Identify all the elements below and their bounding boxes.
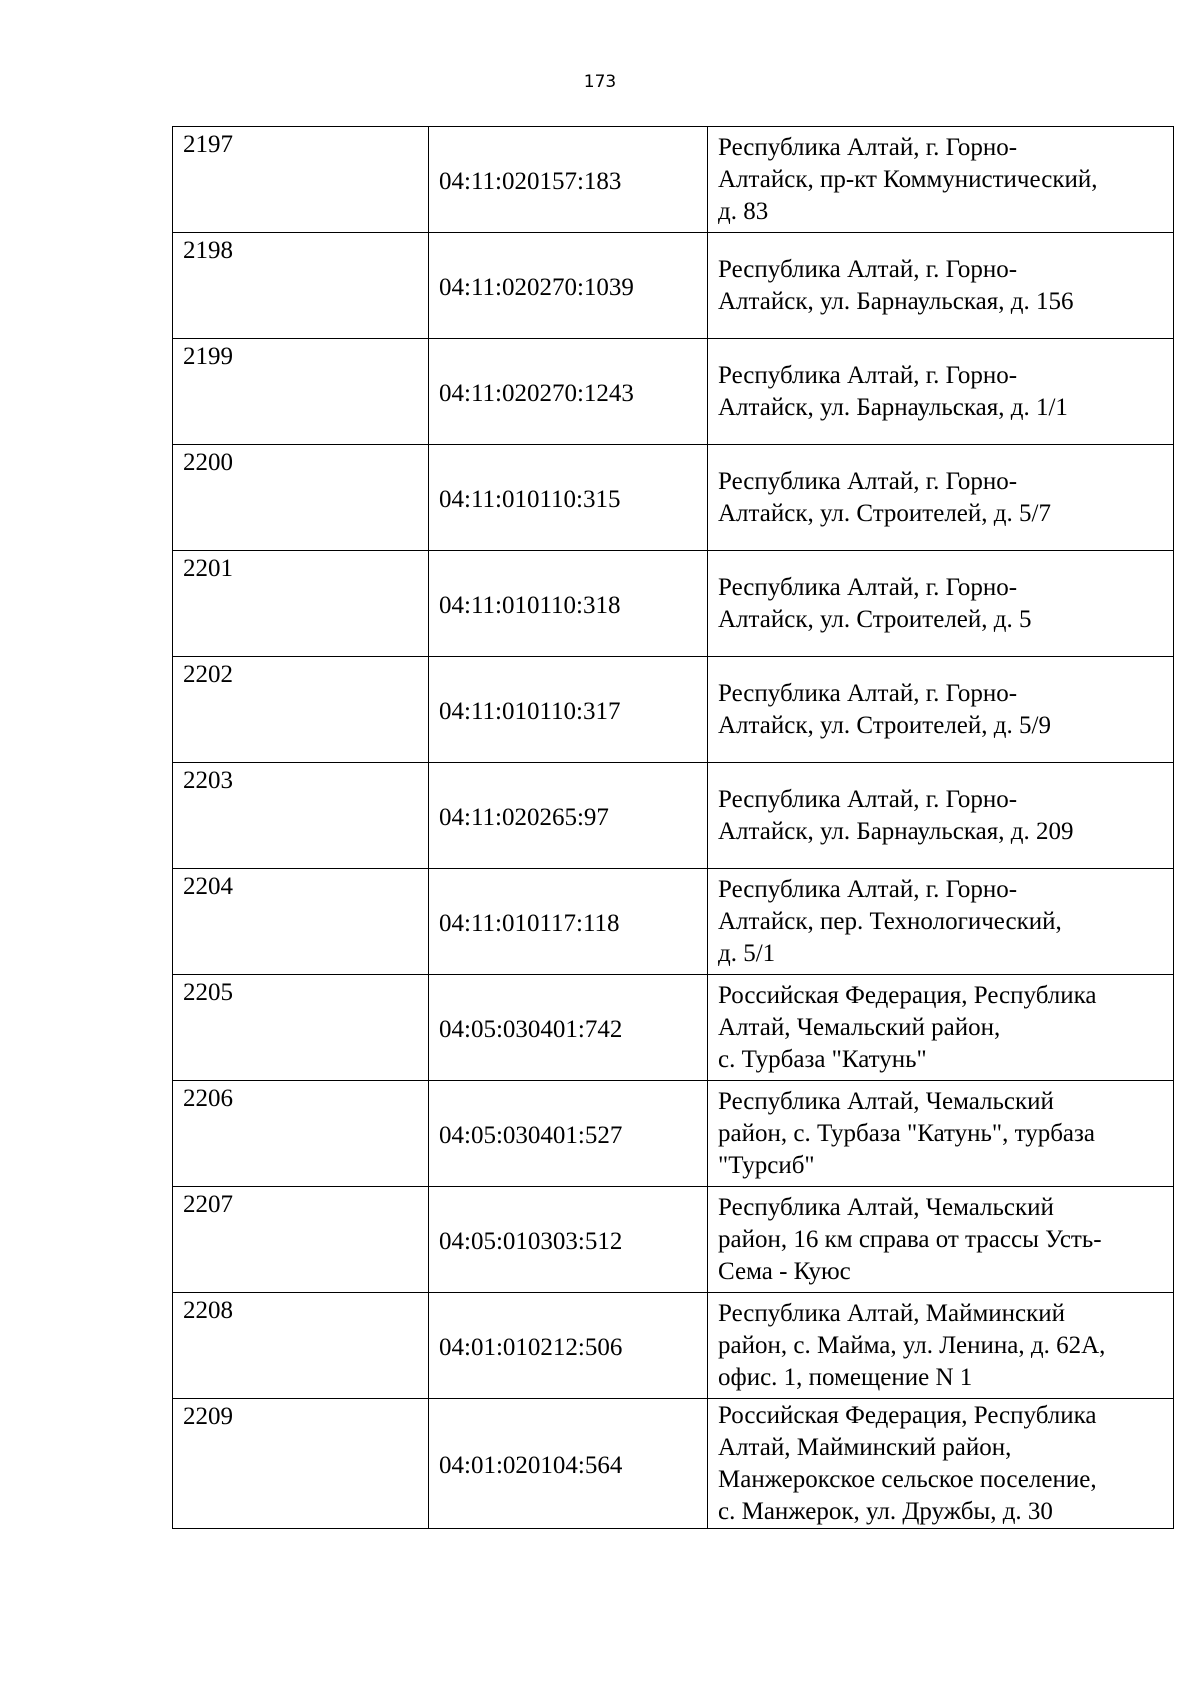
cadastral-number: 04:11:010117:118 bbox=[439, 909, 620, 937]
address-cell bbox=[708, 445, 1174, 551]
cadastral-number: 04:11:010110:315 bbox=[439, 485, 621, 513]
cadastral-number-cell bbox=[429, 1293, 708, 1399]
row-number: 2202 bbox=[183, 661, 233, 688]
table-row bbox=[173, 657, 1174, 763]
cadastral-number: 04:01:010212:506 bbox=[439, 1333, 623, 1361]
table-row bbox=[173, 1293, 1174, 1399]
address-line: Республика Алтай, г. Горно- bbox=[718, 133, 1018, 161]
cadastral-number-cell bbox=[429, 657, 708, 763]
address-line: Алтайск, ул. Барнаульская, д. 209 bbox=[718, 817, 1074, 845]
address-line: Манжерокское сельское поселение, bbox=[718, 1465, 1097, 1493]
address-cell bbox=[708, 127, 1174, 233]
address-line: Алтайск, пр-кт Коммунистический, bbox=[718, 165, 1098, 193]
row-number-cell bbox=[173, 339, 429, 445]
row-number-cell bbox=[173, 869, 429, 975]
address-line: Республика Алтай, г. Горно- bbox=[718, 361, 1018, 389]
address-cell bbox=[708, 1293, 1174, 1399]
address-line: район, 16 км справа от трассы Усть- bbox=[718, 1225, 1102, 1253]
row-number-cell bbox=[173, 1293, 429, 1399]
row-number-cell bbox=[173, 1187, 429, 1293]
address-cell bbox=[708, 1187, 1174, 1293]
row-number: 2198 bbox=[183, 237, 233, 264]
table-row bbox=[173, 339, 1174, 445]
cadastral-number: 04:11:020265:97 bbox=[439, 803, 609, 831]
address-cell bbox=[708, 233, 1174, 339]
address-line: Республика Алтай, г. Горно- bbox=[718, 875, 1018, 903]
row-number: 2207 bbox=[183, 1191, 233, 1218]
address-line: офис. 1, помещение N 1 bbox=[718, 1363, 973, 1391]
row-number-cell bbox=[173, 445, 429, 551]
cadastral-number: 04:11:020157:183 bbox=[439, 167, 622, 195]
row-number: 2200 bbox=[183, 449, 233, 476]
cadastral-number: 04:05:010303:512 bbox=[439, 1227, 623, 1255]
address-line: Алтайск, ул. Барнаульская, д. 156 bbox=[718, 287, 1074, 315]
address-line: Алтайск, ул. Строителей, д. 5/7 bbox=[718, 499, 1051, 527]
address-line: Республика Алтай, Чемальский bbox=[718, 1087, 1054, 1115]
cadastral-number-cell bbox=[429, 127, 708, 233]
table-row bbox=[173, 1187, 1174, 1293]
address-line: с. Турбаза "Катунь" bbox=[718, 1045, 927, 1073]
cadastral-number-cell bbox=[429, 1187, 708, 1293]
cadastral-number-cell bbox=[429, 763, 708, 869]
cadastral-number: 04:11:020270:1243 bbox=[439, 379, 634, 407]
address-line: Республика Алтай, г. Горно- bbox=[718, 785, 1018, 813]
cadastral-number-cell bbox=[429, 445, 708, 551]
row-number: 2209 bbox=[183, 1403, 233, 1430]
address-line: Алтайск, ул. Строителей, д. 5 bbox=[718, 605, 1032, 633]
address-line: Алтайск, пер. Технологический, bbox=[718, 907, 1062, 935]
row-number-cell bbox=[173, 763, 429, 869]
cadastral-number-cell bbox=[429, 339, 708, 445]
address-line: Республика Алтай, Чемальский bbox=[718, 1193, 1054, 1221]
address-line: Алтайск, ул. Строителей, д. 5/9 bbox=[718, 711, 1051, 739]
address-line: д. 83 bbox=[718, 197, 769, 225]
row-number-cell bbox=[173, 657, 429, 763]
row-number-cell bbox=[173, 1081, 429, 1187]
row-number: 2199 bbox=[183, 343, 233, 370]
cadastral-number-cell bbox=[429, 551, 708, 657]
address-line: Республика Алтай, г. Горно- bbox=[718, 255, 1018, 283]
address-line: с. Манжерок, ул. Дружбы, д. 30 bbox=[718, 1497, 1053, 1525]
table-row bbox=[173, 1081, 1174, 1187]
address-cell bbox=[708, 869, 1174, 975]
row-number-cell bbox=[173, 127, 429, 233]
address-line: "Турсиб" bbox=[718, 1151, 815, 1179]
table-row bbox=[173, 975, 1174, 1081]
row-number-cell bbox=[173, 233, 429, 339]
address-line: Республика Алтай, г. Горно- bbox=[718, 467, 1018, 495]
cadastral-number: 04:05:030401:527 bbox=[439, 1121, 623, 1149]
address-line: Российская Федерация, Республика bbox=[718, 981, 1097, 1009]
address-cell bbox=[708, 763, 1174, 869]
address-line: д. 5/1 bbox=[718, 939, 776, 967]
cadastral-number-cell bbox=[429, 1081, 708, 1187]
table-row bbox=[173, 445, 1174, 551]
row-number-cell bbox=[173, 1399, 429, 1529]
table-row bbox=[173, 233, 1174, 339]
cadastral-number: 04:05:030401:742 bbox=[439, 1015, 623, 1043]
cadastral-number-cell bbox=[429, 975, 708, 1081]
registry-table bbox=[172, 126, 1174, 1529]
table-row bbox=[173, 763, 1174, 869]
cadastral-number: 04:11:010110:318 bbox=[439, 591, 621, 619]
table-row bbox=[173, 869, 1174, 975]
address-cell bbox=[708, 975, 1174, 1081]
address-line: район, с. Майма, ул. Ленина, д. 62А, bbox=[718, 1331, 1106, 1359]
address-cell bbox=[708, 1399, 1174, 1529]
cadastral-number-cell bbox=[429, 233, 708, 339]
address-cell bbox=[708, 339, 1174, 445]
cadastral-number: 04:01:020104:564 bbox=[439, 1451, 623, 1479]
address-cell bbox=[708, 657, 1174, 763]
address-cell bbox=[708, 1081, 1174, 1187]
cadastral-number: 04:11:020270:1039 bbox=[439, 273, 634, 301]
row-number-cell bbox=[173, 975, 429, 1081]
address-line: Республика Алтай, г. Горно- bbox=[718, 679, 1018, 707]
address-line: Алтай, Майминский район, bbox=[718, 1433, 1012, 1461]
row-number-cell bbox=[173, 551, 429, 657]
cadastral-number-cell bbox=[429, 1399, 708, 1529]
row-number: 2203 bbox=[183, 767, 233, 794]
row-number: 2204 bbox=[183, 873, 233, 900]
row-number: 2205 bbox=[183, 979, 233, 1006]
cadastral-number: 04:11:010110:317 bbox=[439, 697, 621, 725]
table-row bbox=[173, 1399, 1174, 1529]
address-line: Алтай, Чемальский район, bbox=[718, 1013, 1001, 1041]
table-row bbox=[173, 127, 1174, 233]
row-number: 2206 bbox=[183, 1085, 233, 1112]
address-line: Алтайск, ул. Барнаульская, д. 1/1 bbox=[718, 393, 1068, 421]
row-number: 2208 bbox=[183, 1297, 233, 1324]
address-line: Сема - Куюс bbox=[718, 1257, 851, 1285]
address-line: Республика Алтай, Майминский bbox=[718, 1299, 1066, 1327]
page-number: 173 bbox=[583, 72, 617, 92]
address-line: Республика Алтай, г. Горно- bbox=[718, 573, 1018, 601]
row-number: 2201 bbox=[183, 555, 233, 582]
row-number: 2197 bbox=[183, 131, 233, 158]
cadastral-number-cell bbox=[429, 869, 708, 975]
table-row bbox=[173, 551, 1174, 657]
address-line: Российская Федерация, Республика bbox=[718, 1401, 1097, 1429]
address-line: район, с. Турбаза "Катунь", турбаза bbox=[718, 1119, 1095, 1147]
address-cell bbox=[708, 551, 1174, 657]
